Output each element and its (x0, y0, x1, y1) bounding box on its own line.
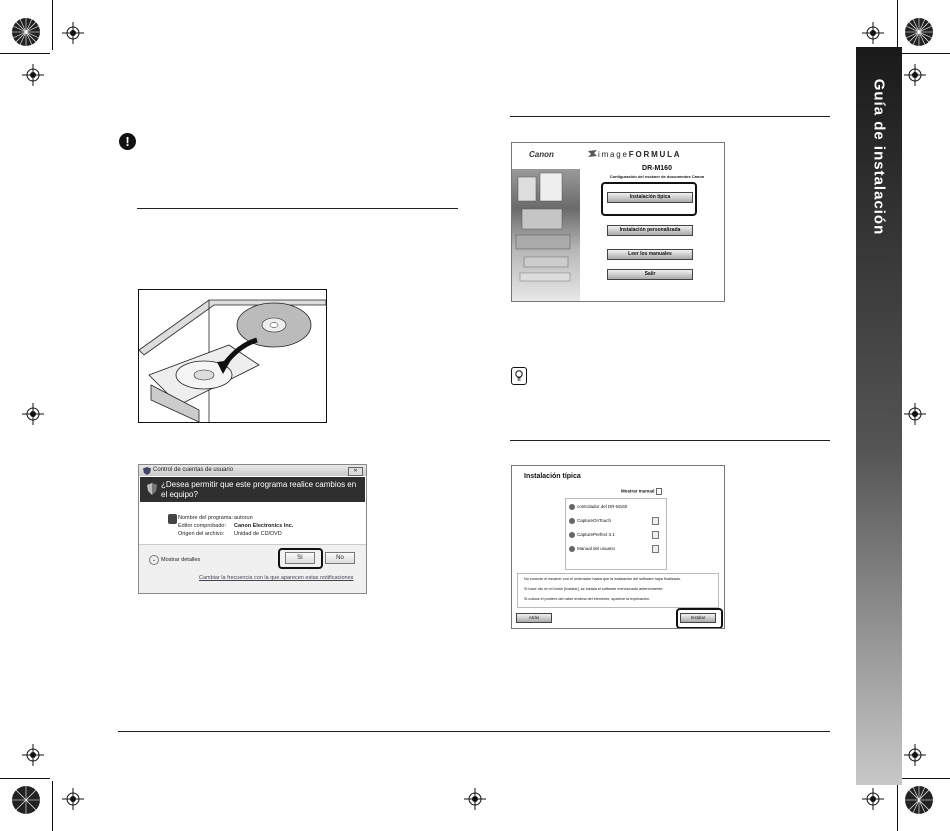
shield-icon (143, 467, 151, 475)
crop-mark (900, 778, 950, 779)
yes-button[interactable]: Sí (285, 552, 315, 564)
no-button[interactable]: No (325, 552, 355, 564)
install-notes-panel (517, 573, 719, 608)
imageformula-logo-icon (588, 150, 597, 157)
document-icon[interactable] (652, 545, 659, 553)
user-account-control-dialog (138, 464, 367, 594)
setup-launcher-window (511, 142, 725, 302)
typical-install-window (511, 465, 725, 629)
driver-icon (569, 504, 575, 510)
document-icon[interactable] (652, 517, 659, 525)
callout-highlight (601, 182, 697, 216)
list-item[interactable]: controlador del DR-M160 (569, 502, 663, 511)
crosshair-registration-icon (62, 788, 84, 810)
dialog-titlebar (139, 465, 366, 476)
note-text: No conecte el escáner con el ordenador hasta que la instalación del software haya finalizado. (524, 577, 682, 581)
app-icon (569, 518, 575, 524)
list-item[interactable]: Manual del usuario (569, 544, 663, 553)
document-collage-image (512, 169, 580, 301)
crop-mark (52, 781, 53, 831)
crop-mark (900, 53, 950, 54)
list-item[interactable]: CaptureOnTouch (569, 516, 663, 525)
lightbulb-icon (511, 367, 527, 385)
document-icon (656, 488, 662, 495)
crop-mark (52, 0, 53, 50)
show-manual-link[interactable]: Mostrar manual (621, 488, 662, 495)
chevron-down-icon: ⌄ (149, 555, 159, 565)
change-notification-link[interactable]: Cambiar la frecuencia con la que aparecen estas notificaciones (199, 575, 354, 581)
exclamation-icon: ! (119, 133, 136, 150)
component-list (565, 498, 667, 570)
crop-mark (0, 53, 50, 54)
back-button[interactable]: Atrás (516, 613, 552, 623)
crosshair-registration-icon (904, 403, 926, 425)
install-button[interactable]: Instalar (680, 613, 716, 623)
exit-button[interactable]: Salir (607, 269, 693, 280)
cd-insertion-illustration (138, 289, 327, 423)
app-icon (569, 532, 575, 538)
crosshair-registration-icon (22, 403, 44, 425)
callout-highlight (676, 608, 723, 629)
custom-install-button[interactable]: Instalación personalizada (607, 225, 693, 236)
dialog-title: Control de cuentas de usuario (153, 467, 234, 473)
canon-logo: Canon (529, 150, 554, 159)
model-name: DR-M160 (642, 165, 672, 172)
read-manuals-button[interactable]: Leer los manuales (607, 249, 693, 260)
section-sidebar-tab (856, 47, 902, 785)
list-item[interactable]: CapturePerfect 3.1 (569, 530, 663, 539)
crosshair-registration-icon (904, 744, 926, 766)
publisher-row: Editor comprobado: Canon Electronics Inc. (178, 523, 294, 529)
crosshair-registration-icon (22, 64, 44, 86)
program-name-row: Nombre del programa:autorun (178, 515, 253, 521)
manual-icon (569, 546, 575, 552)
crosshair-registration-icon (862, 22, 884, 44)
note-text: Si hace clic en el botón [Instalar], se instala el software mencionado anteriormente. (524, 587, 664, 591)
color-registration-rose-icon (11, 17, 41, 47)
sidebar-title: Guía de instalación (870, 78, 888, 236)
uac-question: ¿Desea permitir que este programa realice cambios en el equipo? (161, 480, 357, 499)
color-registration-rose-icon (904, 17, 934, 47)
install-dialog-title: Instalación típica (524, 473, 581, 480)
color-registration-rose-icon (904, 785, 934, 815)
file-origin-row: Origen del archivo: Unidad de CD/DVD (178, 531, 282, 537)
crosshair-registration-icon (862, 788, 884, 810)
crosshair-registration-icon (904, 64, 926, 86)
crop-mark (897, 0, 898, 50)
crop-mark (897, 781, 898, 831)
uac-question-banner (140, 477, 365, 502)
typical-install-button[interactable]: Instalación típica (607, 192, 693, 203)
shield-icon (147, 483, 157, 495)
crop-mark (0, 778, 50, 779)
section-rule (510, 116, 830, 117)
color-registration-rose-icon (11, 785, 41, 815)
footer-rule (118, 731, 830, 732)
crosshair-registration-icon (22, 744, 44, 766)
section-rule (510, 440, 830, 441)
imageformula-logo: imageFORMULA (598, 150, 682, 159)
crosshair-registration-icon (62, 22, 84, 44)
launcher-subtitle: Configuración del escáner de documentos Canon (609, 174, 705, 179)
section-rule (137, 208, 458, 209)
crosshair-registration-icon (464, 788, 486, 810)
document-icon[interactable] (652, 531, 659, 539)
callout-highlight (278, 548, 323, 569)
program-icon (168, 514, 177, 524)
note-text: Si coloca el puntero del ratón encima del elemento, aparece la explicación. (524, 597, 651, 601)
show-details-toggle[interactable]: ⌄ Mostrar detalles (149, 555, 200, 565)
close-icon[interactable]: ✕ (348, 467, 363, 476)
